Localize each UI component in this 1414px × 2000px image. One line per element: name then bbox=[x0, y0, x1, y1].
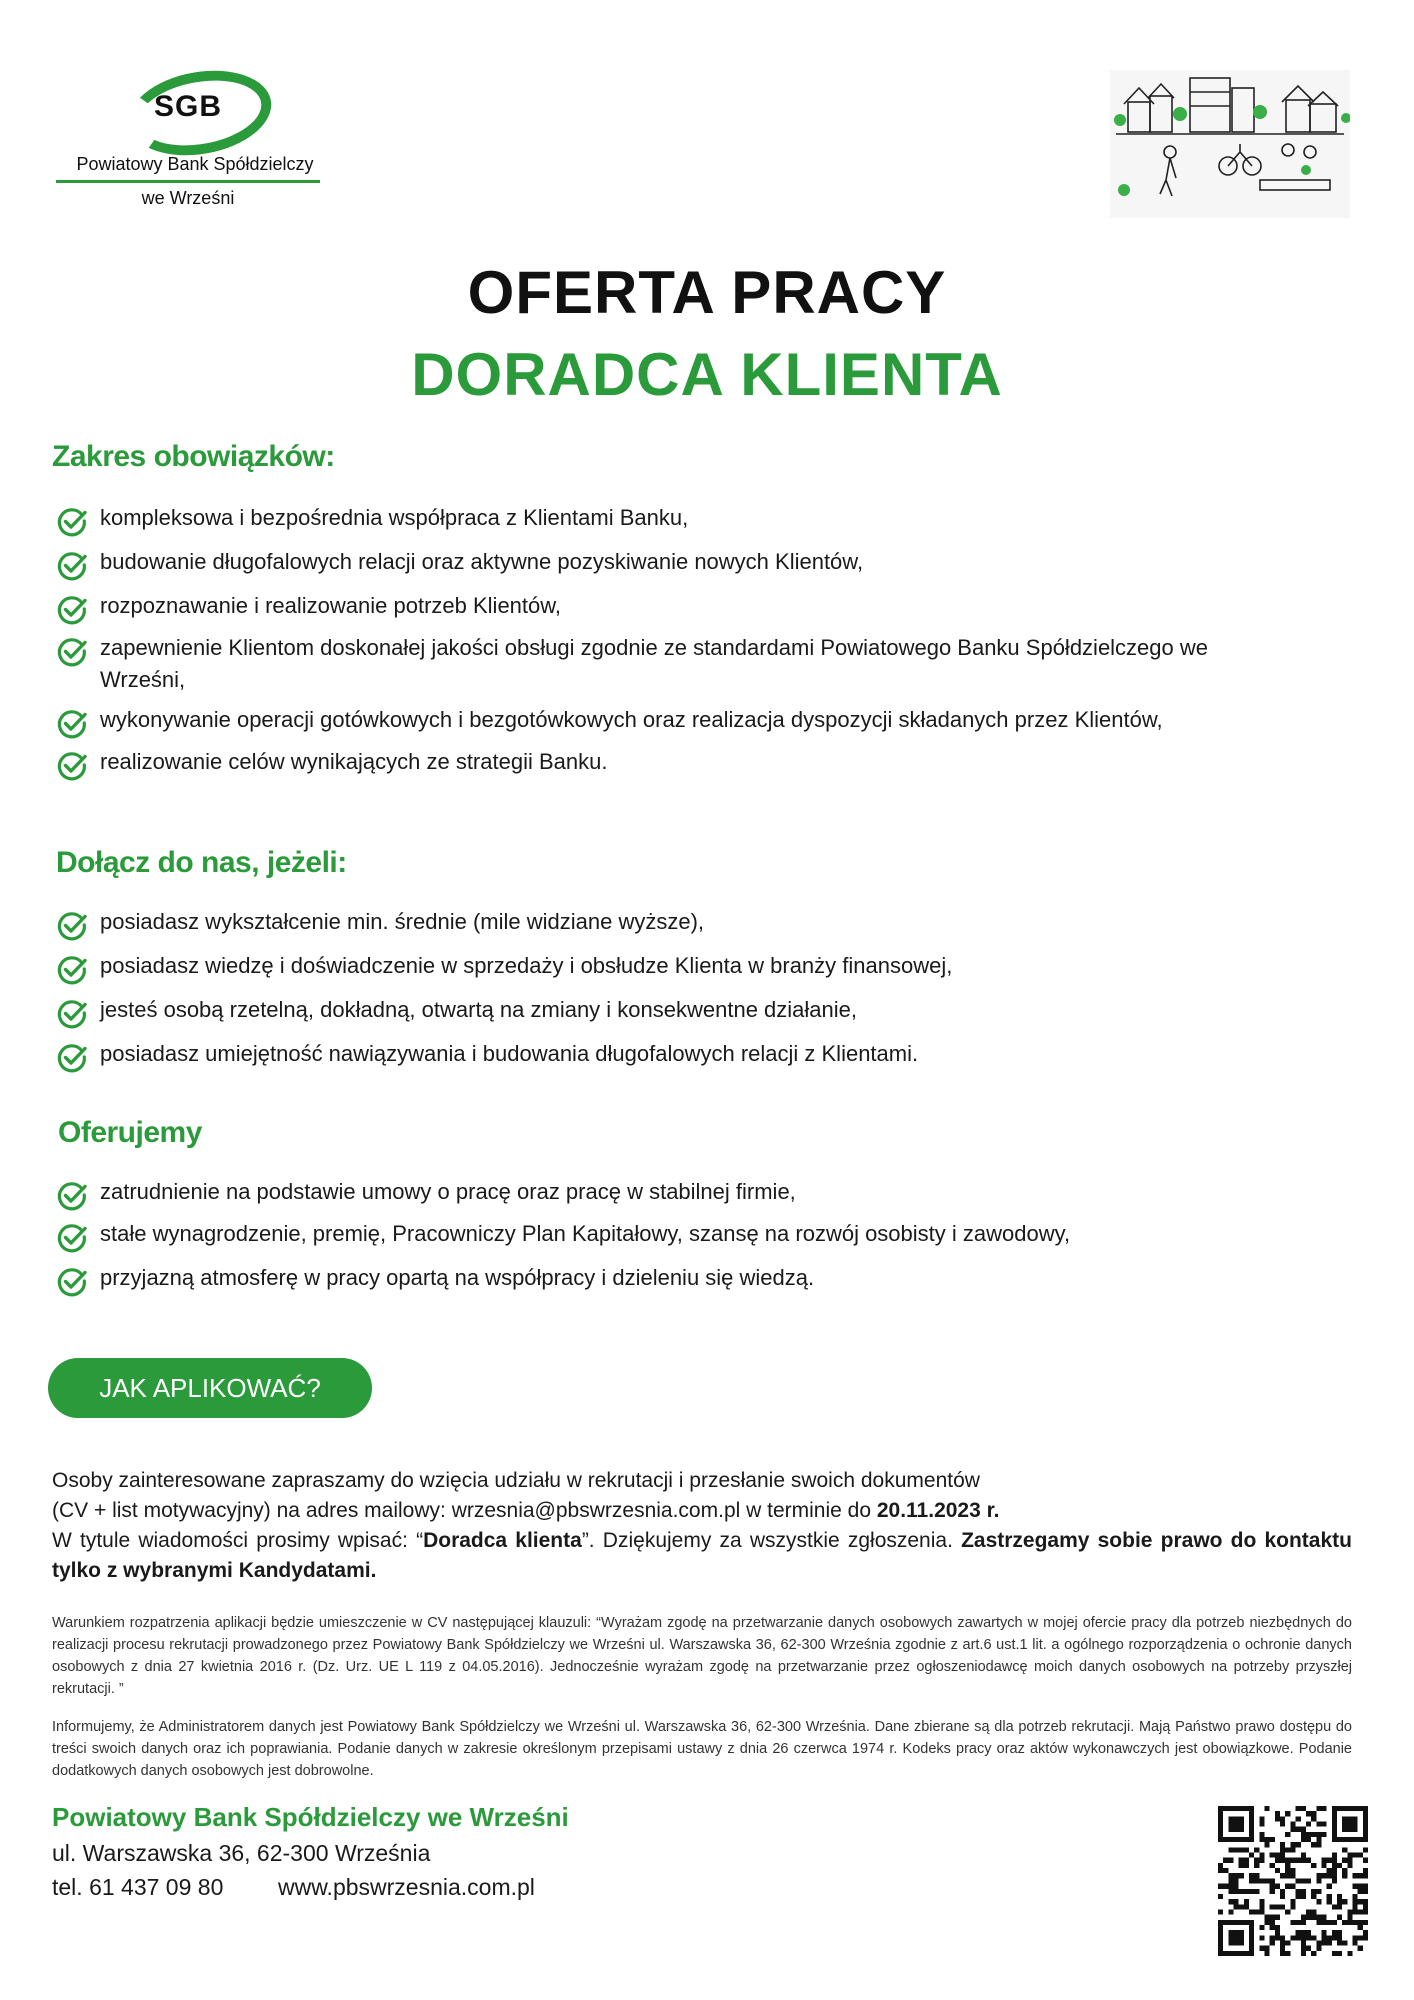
apply-subject-intro: W tytule wiadomości prosimy wpisać: “ bbox=[52, 1529, 424, 1552]
check-circle-icon bbox=[56, 636, 88, 668]
check-circle-icon bbox=[56, 550, 88, 582]
check-circle-icon bbox=[56, 594, 88, 626]
job-title: DORADCA KLIENTA bbox=[411, 341, 1003, 408]
list-item bbox=[56, 1218, 1236, 1250]
footer-website-link[interactable]: www.pbswrzesnia.com.pl bbox=[278, 1874, 535, 1900]
check-circle-icon bbox=[56, 1180, 88, 1212]
list-item-text: posiadasz umiejętność nawiązywania i budowania długofalowych relacji z Klientami. bbox=[100, 1041, 919, 1066]
consent-clause: Warunkiem rozpatrzenia aplikacji będzie umieszczenie w CV następującej klauzuli: “Wyrażam zgodę na przetwarzanie danych osobowych zawartych w mojej ofercie pracy dla potrzeb niezbędnych do realizacji procesu rekrutacji prowadzonego przez Powiatowy Bank Spółdzielczy we Wrześni ul. Warszawska 36, 62-300 Września zgodnie z art.6 ust.1 lit. a ogólnego rozporządzenia o ochronie danych osobowych z dnia 27 kwietnia 2016 r. (Dz. Urz. UE L 119 z 04.05.2016). Jednocześnie wyrażam zgodę na przetwarzanie przez ogłoszeniodawcę moich danych osobowych na potrzeby przyszłej rekrutacji. ” bbox=[52, 1615, 1352, 1697]
check-circle-icon bbox=[56, 1042, 88, 1074]
requirements-heading: Dołącz do nas, jeżeli: bbox=[56, 846, 347, 879]
check-circle-icon bbox=[56, 708, 88, 740]
city-illustration bbox=[1110, 70, 1350, 218]
footer-address: ul. Warszawska 36, 62-300 Września bbox=[52, 1840, 431, 1866]
apply-line-1: Osoby zainteresowane zapraszamy do wzięcia udziału w rekrutacji i przesłanie swoich dokumentów bbox=[52, 1469, 980, 1492]
list-item bbox=[56, 1176, 1236, 1208]
list-item-text: kompleksowa i bezpośrednia współpraca z Klientami Banku, bbox=[100, 505, 689, 530]
requirements-list bbox=[56, 906, 1236, 1070]
list-item-text: zatrudnienie na podstawie umowy o pracę oraz pracę w stabilnej firmie, bbox=[100, 1179, 796, 1204]
list-item-text: posiadasz wiedzę i doświadczenie w sprzedaży i obsłudze Klienta w branży finansowej, bbox=[100, 953, 953, 978]
apply-line-3 bbox=[52, 1526, 1352, 1586]
check-circle-icon bbox=[56, 954, 88, 986]
apply-thanks: ”. Dziękujemy za wszystkie zgłoszenia. bbox=[581, 1529, 962, 1552]
check-circle-icon bbox=[56, 910, 88, 942]
list-item-text: wykonywanie operacji gotówkowych i bezgotówkowych oraz realizacja dyspozycji składanych przez Klientów, bbox=[100, 707, 1163, 732]
list-item-text: jesteś osobą rzetelną, dokładną, otwartą na zmiany i konsekwentne działanie, bbox=[100, 997, 858, 1022]
list-item bbox=[56, 546, 1236, 578]
list-item bbox=[56, 994, 1236, 1026]
list-item-text: realizowanie celów wynikających ze strategii Banku. bbox=[100, 749, 608, 774]
check-circle-icon bbox=[56, 506, 88, 538]
apply-subject: Doradca klienta bbox=[423, 1529, 582, 1552]
list-item-text: posiadasz wykształcenie min. średnie (mile widziane wyższe), bbox=[100, 909, 705, 934]
list-item-text: przyjazną atmosferę w pracy opartą na współpracy i dzieleniu się wiedzą. bbox=[100, 1265, 815, 1290]
footer-phone: tel. 61 437 09 80 bbox=[52, 1874, 224, 1900]
list-item bbox=[56, 590, 1236, 622]
duties-heading: Zakres obowiązków: bbox=[52, 440, 335, 473]
apply-deadline: 20.11.2023 r. bbox=[876, 1499, 1000, 1522]
gdpr-info: Informujemy, że Administratorem danych jest Powiatowy Bank Spółdzielczy we Wrześni ul. Warszawska 36, 62-300 Września. Dane zbierane są dla potrzeb rekrutacji. Mają Państwo prawo dostępu do treści swoich danych oraz ich poprawiania. Podanie danych w zakresie określonym przepisami ustawy z dnia 26 czerwca 1974 r. Kodeks pracy oraz aktów wykonawczych jest obowiązkowe. Podanie dodatkowych danych osobowych jest dobrowolne. bbox=[52, 1719, 1352, 1779]
list-item bbox=[56, 632, 1236, 696]
list-item bbox=[56, 746, 1236, 778]
check-circle-icon bbox=[56, 1222, 88, 1254]
apply-instructions bbox=[52, 1466, 1352, 1586]
list-item-text: rozpoznawanie i realizowanie potrzeb Klientów, bbox=[100, 593, 562, 618]
list-item bbox=[56, 502, 1236, 534]
logo-brand: SGB bbox=[154, 90, 223, 123]
how-to-apply-button[interactable]: JAK APLIKOWAĆ? bbox=[48, 1358, 372, 1418]
check-circle-icon bbox=[56, 998, 88, 1030]
duties-list bbox=[56, 502, 1236, 778]
offer-list bbox=[56, 1176, 1236, 1294]
list-item bbox=[56, 906, 1236, 938]
list-item-text: budowanie długofalowych relacji oraz aktywne pozyskiwanie nowych Klientów, bbox=[100, 549, 864, 574]
list-item-text: zapewnienie Klientom doskonałej jakości obsługi zgodnie ze standardami Powiatowego Banku Spółdzielczego we Wrześni, bbox=[100, 635, 1209, 692]
apply-reservation: Zastrzegamy sobie prawo do kontaktu tylko z wybranymi Kandydatami. bbox=[52, 1529, 1352, 1582]
apply-email-text: (CV + list motywacyjny) na adres mailowy: wrzesnia@pbswrzesnia.com.pl w terminie do bbox=[52, 1499, 877, 1522]
offer-heading: Oferujemy bbox=[58, 1116, 202, 1149]
logo-city: we Wrześni bbox=[141, 188, 235, 208]
check-circle-icon bbox=[56, 750, 88, 782]
page-title: OFERTA PRACY bbox=[467, 259, 947, 326]
list-item bbox=[56, 1262, 1236, 1294]
bank-logo bbox=[56, 68, 326, 218]
qr-code-icon bbox=[1218, 1806, 1368, 1956]
apply-line-2 bbox=[52, 1496, 1352, 1526]
check-circle-icon bbox=[56, 1266, 88, 1298]
logo-divider bbox=[56, 180, 320, 183]
list-item bbox=[56, 950, 1236, 982]
footer-bank-name: Powiatowy Bank Spółdzielczy we Wrześni bbox=[52, 1802, 569, 1832]
list-item bbox=[56, 704, 1236, 736]
logo-bank-name: Powiatowy Bank Spółdzielczy bbox=[76, 154, 314, 174]
list-item bbox=[56, 1038, 1236, 1070]
list-item-text: stałe wynagrodzenie, premię, Pracowniczy Plan Kapitałowy, szansę na rozwój osobisty i zawodowy, bbox=[100, 1221, 1071, 1246]
